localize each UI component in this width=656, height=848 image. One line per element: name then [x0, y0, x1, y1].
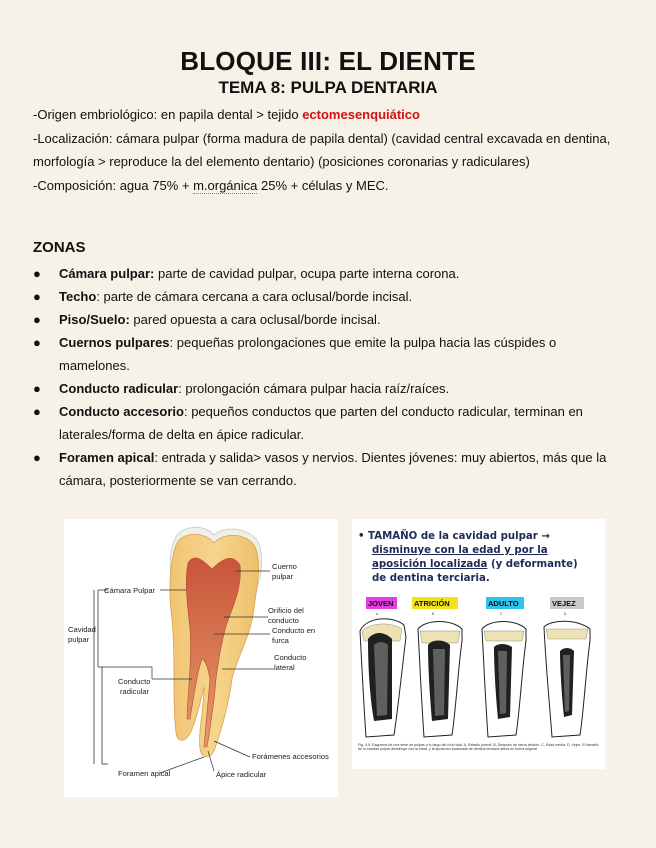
label-furca-1: Conducto en: [272, 626, 316, 635]
label-cavidad-1: Cavidad: [68, 625, 96, 634]
list-item-term: Piso/Suelo:: [59, 312, 130, 327]
fig2-heading-3-rest: (y deformante): [487, 559, 578, 570]
composition-underlined: m.orgánica: [193, 177, 258, 193]
label-conducto-2: radicular: [120, 687, 150, 696]
label-foramen-apical: Foramen apical: [118, 769, 171, 778]
label-conducto-1: Conducto: [118, 677, 151, 686]
page-subtitle: TEMA 8: PULPA DENTARIA: [218, 78, 438, 97]
fig2-heading-3-u: aposición localizada: [372, 559, 488, 570]
fig2-caption-box: [358, 743, 600, 767]
tooth-vejez: [544, 621, 590, 737]
list-item: ● Cuernos pulpares: pequeñas prolongaciones que emite la pulpa hacia las cúspides o mamelones.: [33, 335, 557, 373]
list-item-text: : pequeñas prolongaciones que emite la pulpa hacia las cúspides o mamelones.: [59, 335, 557, 373]
list-item: ● Techo: parte de cámara cercana a cara oclusal/borde incisal.: [33, 289, 413, 304]
composition-paragraph: [33, 174, 625, 198]
page-title: BLOQUE III: EL DIENTE: [180, 46, 476, 76]
list-item-text: pared opuesta a cara oclusal/borde incisal.: [129, 312, 381, 327]
list-item-term: Cuernos pulpares: [59, 335, 170, 350]
zonas-heading: ZONAS: [33, 239, 86, 256]
list-item-text: : prolongación cámara pulpar hacia raíz/raíces.: [178, 381, 450, 396]
list-item: ● Cámara pulpar: parte de cavidad pulpar, ocupa parte interna corona.: [33, 266, 460, 281]
label-orificio-1: Orificio del: [268, 606, 304, 615]
label-camara-pulpar: Cámara Pulpar: [104, 586, 156, 595]
list-item-term: Cámara pulpar:: [59, 266, 155, 281]
localization-paragraph: -Localización: cámara pulpar (forma madura de papila dental) (cavidad central excavada en dentina, morfología > reproduce la del elemento dentario) (posiciones coronarias y radiculares): [33, 130, 611, 169]
origin-highlight: ectomesenquiático: [302, 107, 420, 122]
composition-text: -Composición: agua 75% +: [33, 177, 194, 193]
stage-letter-b: B: [432, 612, 435, 616]
label-lateral-2: lateral: [274, 663, 295, 672]
origin-paragraph: [33, 103, 625, 127]
stage-letter-a: A: [376, 612, 379, 616]
stage-letter-c: C: [500, 612, 503, 616]
list-item: ● Conducto accesorio: pequeños conductos que parten del conducto radicular, terminan en laterales/forma de delta en ápice radicular.: [33, 404, 583, 442]
tooth-anatomy-figure: [64, 519, 338, 797]
label-orificio-2: conducto: [268, 616, 299, 625]
pulp-age-figure: [352, 519, 605, 769]
list-item-text: : parte de cámara cercana a cara oclusal/borde incisal.: [96, 289, 413, 304]
stage-label-vejez: VEJEZ: [552, 599, 576, 608]
tooth-joven: [360, 619, 406, 737]
stage-label-adulto: ADULTO: [488, 599, 519, 608]
list-item: ● Conducto radicular: prolongación cámara pulpar hacia raíz/raíces.: [33, 381, 450, 396]
label-cuerno-2: pulpar: [272, 572, 294, 581]
stage-label-joven: JOVEN: [368, 599, 394, 608]
list-item: ● Piso/Suelo: pared opuesta a cara oclusal/borde incisal.: [33, 312, 381, 327]
label-apice: Ápice radicular: [216, 770, 267, 779]
list-item-term: Techo: [59, 289, 97, 304]
composition-suffix: 25% + células y MEC.: [257, 177, 389, 193]
tooth-adulto: [482, 622, 526, 738]
fig2-heading-3: [372, 558, 578, 570]
label-lateral-1: Conducto: [274, 653, 307, 662]
tooth-diagram-svg: [64, 519, 338, 797]
fig2-heading-1: • TAMAÑO de la cavidad pulpar →: [358, 531, 550, 542]
list-item-text: : pequeños conductos que parten del conducto radicular, terminan en laterales/forma de delta en ápice radicular.: [59, 404, 583, 442]
label-cavidad-2: pulpar: [68, 635, 90, 644]
label-furca-2: furca: [272, 636, 289, 645]
list-item-text: : entrada y salida> vasos y nervios. Dientes jóvenes: muy abiertos, más que la cámara, posteriormente se van cerrando.: [59, 450, 607, 488]
stage-letter-d: D: [564, 612, 567, 616]
pulp-age-svg: [352, 519, 605, 769]
fig2-heading-4: de dentina terciaria.: [372, 573, 490, 584]
fig2-heading-2: disminuye con la edad y por la: [372, 545, 548, 556]
list-item: ● Foramen apical: entrada y salida> vasos y nervios. Dientes jóvenes: muy abiertos, más que la cámara, posteriormente se van cerrando.: [33, 450, 607, 488]
list-item-term: Conducto accesorio: [59, 404, 184, 419]
stage-label-atricion: ATRICIÓN: [414, 599, 450, 608]
list-item-text: parte de cavidad pulpar, ocupa parte interna corona.: [154, 266, 460, 281]
zonas-list: [33, 262, 618, 492]
label-foramenes: Forámenes accesorios: [252, 752, 329, 761]
list-item-term: Conducto radicular: [59, 381, 179, 396]
fig2-caption: Fig. 4-5. Esquema de una serie de pulpas a lo largo del ciclo vital. A, Estadio juvenil. B, Después de cierta atrición. C, Edad media. D, Vejez. El tamaño de la cavidad pulpar disminuye con la edad, y la aposición localizada de dentina terciaria altera su forma original.: [358, 743, 599, 752]
origin-text: -Origen embriológico: en papila dental > tejido: [33, 107, 303, 122]
intro-section: [33, 103, 625, 197]
label-cuerno-1: Cuerno: [272, 562, 297, 571]
tooth-atricion: [418, 622, 462, 738]
list-item-term: Foramen apical: [59, 450, 155, 465]
